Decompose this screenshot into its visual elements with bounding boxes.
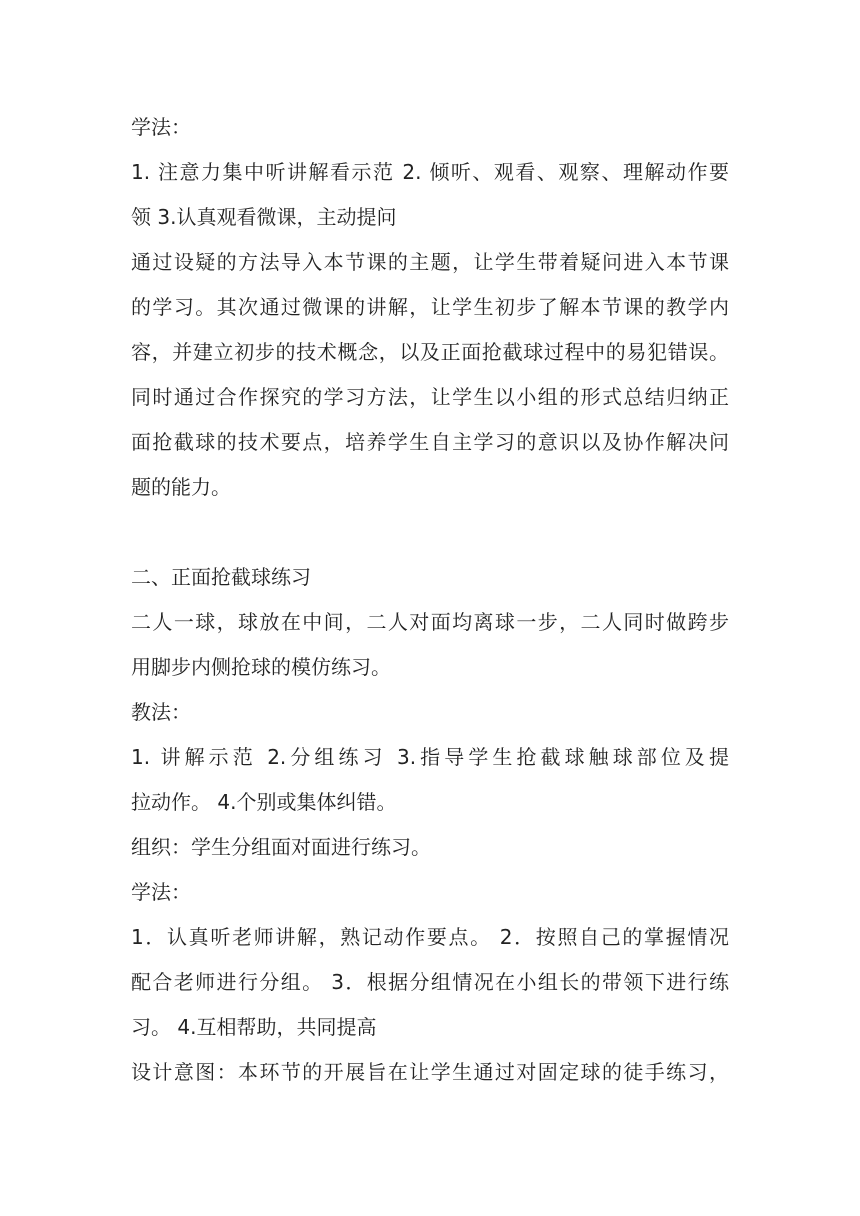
- text-line: 设计意图：本环节的开展旨在让学生通过对固定球的徒手练习，: [131, 1060, 729, 1084]
- text-line: 通过设疑的方法导入本节课的主题，让学生带着疑问进入本节课: [131, 250, 729, 274]
- text-line: 1．认真听老师讲解，熟记动作要点。 2．按照自己的掌握情况: [131, 925, 729, 949]
- text-line: 领 3.认真观看微课，主动提问: [131, 205, 397, 229]
- text-line: 配合老师进行分组。 3．根据分组情况在小组长的带领下进行练: [131, 970, 729, 994]
- text-line: 二人一球，球放在中间，二人对面均离球一步，二人同时做跨步: [131, 610, 729, 634]
- text-line: 题的能力。: [131, 475, 231, 499]
- text-line: 1. 注意力集中听讲解看示范 2. 倾听、观看、观察、理解动作要: [131, 160, 729, 184]
- text-line: 的学习。其次通过微课的讲解，让学生初步了解本节课的教学内: [131, 295, 729, 319]
- text-line: 习。 4.互相帮助，共同提高: [131, 1015, 377, 1039]
- heading-jiaofa: 教法：: [131, 700, 191, 724]
- text-line: 拉动作。 4.个别或集体纠错。: [131, 790, 397, 814]
- text-line: 同时通过合作探究的学习方法，让学生以小组的形式总结归纳正: [131, 385, 729, 409]
- section-heading: 二、正面抢截球练习: [131, 565, 311, 589]
- text-line: 面抢截球的技术要点，培养学生自主学习的意识以及协作解决问: [131, 430, 729, 454]
- heading-xuefa: 学法：: [131, 880, 191, 904]
- text-line: 1. 讲解示范 2.分组练习 3.指导学生抢截球触球部位及提: [131, 745, 729, 769]
- text-line: 容，并建立初步的技术概念，以及正面抢截球过程中的易犯错误。: [131, 340, 729, 364]
- text-line: 组织：学生分组面对面进行练习。: [131, 835, 431, 859]
- heading-xuefa: 学法：: [131, 115, 191, 139]
- text-line: 用脚步内侧抢球的模仿练习。: [131, 655, 391, 679]
